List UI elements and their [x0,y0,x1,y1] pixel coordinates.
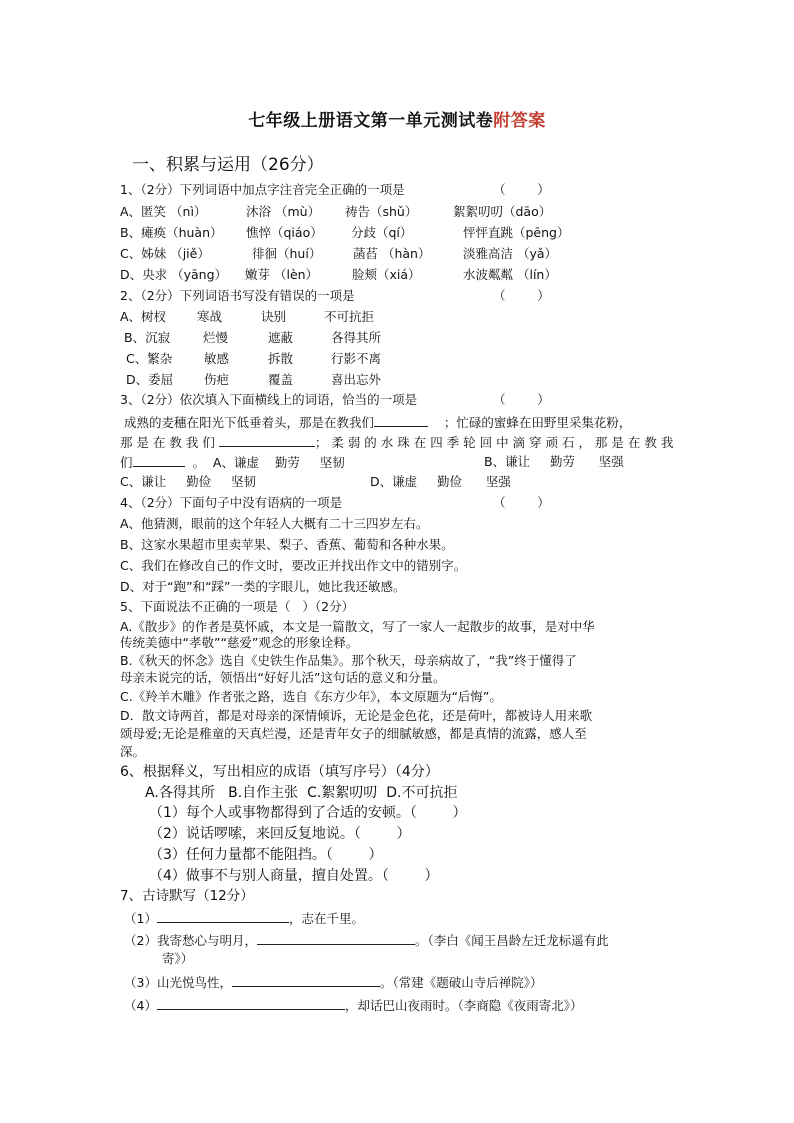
option-b: B、沉寂 [124,330,171,345]
option-c-word: 菡萏 （hàn） [353,246,431,261]
question-7-stem: 7、古诗默写（12分） [120,888,254,904]
option-b-word: 憔悴（qiáo） [246,225,323,240]
poem-line-2-cont: 寄》） [162,951,194,966]
option-d-word: 覆盖 [268,372,294,387]
option-c: C、谦让 勤俭 坚韧 [120,474,256,489]
answer-paren: （ ） [493,182,550,197]
option-d: D、对于“跑”和“踩”一类的字眼儿，她比我还敏感。 [120,579,406,594]
idiom-item-1: （1）每个人或事物都得到了合适的安顿。（ ） [149,805,467,821]
option-d-word: 嫩芽 （lèn） [245,267,319,282]
option-d: D、委屈 [126,372,174,387]
option-a-word: 沐浴 （mù） [246,204,321,219]
option-b: B、谦让 勤劳 坚强 [484,454,624,469]
passage-line: 成熟的麦穗在阳光下低垂着头，那是在教我们 ；忙碌的蜜蜂在田野里采集花粉， [120,415,632,430]
option-a-word: 不可抗拒 [324,309,375,324]
question-5-stem: 5、下面说法不正确的一项是（ ）（2分） [120,599,355,614]
question-1-stem: 1、（2分）下列词语中加点字注音完全正确的一项是 [120,182,405,197]
answer-paren: （ ） [493,288,550,303]
question-4-stem: 4、（2分）下面句子中没有语病的一项是 [120,495,343,510]
option-a: A、匿笑 （nì） [120,204,207,219]
idiom-item-4: （4）做事不与别人商量，擅自处置。（ ） [149,868,439,884]
option-d-word: 伤疤 [204,372,230,387]
option-c: C、繁杂 [126,351,173,366]
question-6-stem: 6、根据释义，写出相应的成语（填写序号）（4分） [120,764,439,780]
passage-line: 那 是 在 教 我 们 ； 柔 弱 的 水 珠 在 四 季 轮 回 中 滴 穿 顽 石 ， 那 是 在 教 我 [120,435,674,450]
answer-paren: （ ） [493,495,550,510]
option-a-cont: 传统美德中“孝敬”“慈爱”观念的形象诠释。 [120,635,359,650]
option-d: D．散文诗两首，都是对母亲的深情倾诉，无论是金色花，还是荷叶，都被诗人用来歌 [120,708,593,723]
option-d: D、谦虚 勤俭 坚强 [370,474,511,489]
option-a: A、树杈 [120,309,167,324]
option-b-word: 分歧（qí） [351,225,413,240]
idiom-item-3: （3）任何力量都不能阻挡。（ ） [149,847,383,863]
option-a-word: 寒战 [197,309,223,324]
option-b-word: 遮蔽 [268,330,294,345]
option-d-word: 水波粼粼 （lín） [463,267,557,282]
blank-line [257,932,415,945]
poem-line-2: （2）我寄愁心与明月， 。（李白《闻王昌龄左迁龙标遥有此 [124,933,609,948]
blank-line [133,454,185,467]
blank-line [157,997,345,1010]
option-b: B、这家水果超市里卖苹果、梨子、香蕉、葡萄和各种水果。 [120,537,454,552]
option-a-word: 絮絮叨叨（dāo） [453,204,552,219]
option-a-word: 祷告（shǔ） [345,204,418,219]
option-d-cont: 颂母爱;无论是稚童的天真烂漫，还是青年女子的细腻敏感，都是真情的流露，感人至 [120,726,587,741]
title-accent: 附答案 [493,111,546,131]
option-c: C、我们在修改自己的作文时，要改正并找出作文中的错别字。 [120,558,467,573]
question-3-stem: 3、（2分）依次填入下面横线上的词语，恰当的一项是 [120,392,418,407]
option-a-word: 诀别 [261,309,287,324]
poem-line-1: （1） ，志在千里。 [124,911,364,926]
idiom-options: A.各得其所 B.自作主张 C.絮絮叨叨 D.不可抗拒 [145,785,458,801]
option-d-word: 脸颊（xiá） [352,267,421,282]
blank-line [232,974,380,987]
poem-line-4: （4） ，却话巴山夜雨时。（李商隐《夜雨寄北》） [124,998,583,1013]
idiom-item-2: （2）说话啰嗦，来回反复地说。（ ） [149,826,411,842]
poem-line-3: （3）山光悦鸟性， 。（常建《题破山寺后禅院》） [124,975,543,990]
option-b-cont: 母亲未说完的话，领悟出“好好儿活”这句话的意义和分量。 [120,670,446,685]
blank-line [374,414,428,427]
option-d-word: 喜出忘外 [331,372,382,387]
option-c: C、姊妹 （jiě） [120,246,210,261]
answer-paren: （ ） [493,392,550,407]
option-b: B、瘫痪（huàn） [120,225,223,240]
option-c-word: 淡雅高洁 （yǎ） [463,246,558,261]
title-main: 七年级上册语文第一单元测试卷 [248,111,494,131]
section-heading: 一、积累与运用（26分） [132,155,324,175]
option-b: B.《秋天的怀念》选自《史铁生作品集》。那个秋天，母亲病故了，“我”终于懂得了 [120,653,577,668]
option-c: C.《羚羊木雕》作者张之路，选自《东方少年》，本文原题为“后悔”。 [120,689,502,704]
option-b-word: 各得其所 [331,330,382,345]
option-c-word: 拆散 [268,351,294,366]
option-c-word: 行影不离 [331,351,382,366]
blank-line [219,434,315,447]
option-c-word: 徘徊（huí） [252,246,322,261]
question-2-stem: 2、（2分）下列词语书写没有错误的一项是 [120,288,355,303]
option-a: A.《散步》的作者是莫怀戚，本文是一篇散文，写了一家人一起散步的故事，是对中华 [120,619,595,634]
passage-line: 们 。 A、谦虚 勤劳 坚韧 [120,455,345,470]
option-b-word: 怦怦直跳（pēng） [463,225,570,240]
option-b-word: 烂慢 [203,330,229,345]
page-title [0,106,794,131]
option-d: D、央求 （yāng） [120,267,228,282]
option-c-word: 敏感 [204,351,230,366]
option-a: A、他猜测，眼前的这个年轻人大概有二十三四岁左右。 [120,516,429,531]
option-d-cont: 深。 [120,744,146,759]
blank-line [157,910,289,923]
